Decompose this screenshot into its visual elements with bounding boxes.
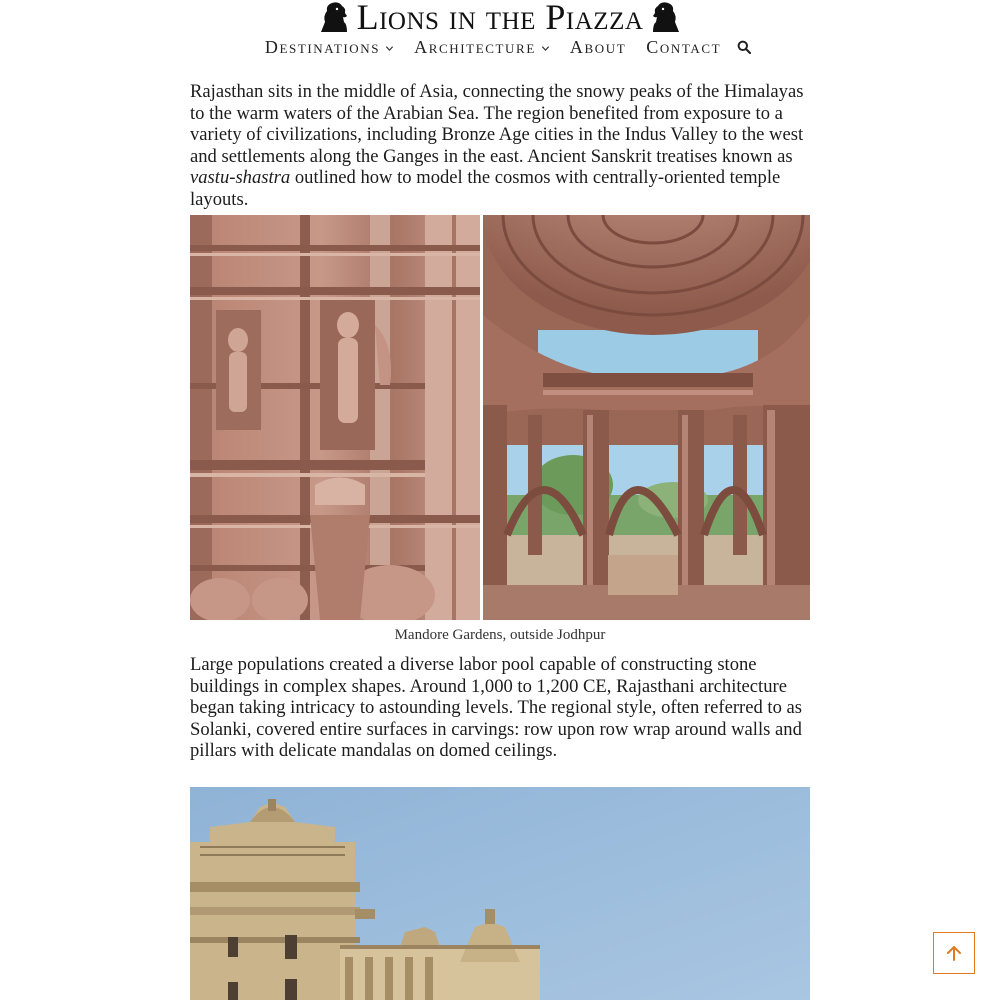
lion-left-icon <box>317 0 351 34</box>
gallery-caption: Mandore Gardens, outside Jodhpur <box>394 627 606 643</box>
nav-item-destinations[interactable] <box>265 37 394 58</box>
nav-item-architecture[interactable] <box>414 37 550 58</box>
nav-item-label: Contact <box>646 36 722 57</box>
search-icon[interactable] <box>737 40 751 54</box>
carved-wall-image <box>190 215 480 620</box>
main-nav <box>0 35 1000 59</box>
arrow-up-icon <box>945 944 963 962</box>
nav-item-about[interactable] <box>570 37 626 58</box>
pavilion-image <box>483 215 810 620</box>
carved-wall-photo[interactable] <box>190 215 480 620</box>
palace-image <box>190 787 810 1000</box>
chevron-down-icon <box>385 44 394 53</box>
palace-photo[interactable] <box>190 787 810 1000</box>
image-gallery <box>190 215 810 620</box>
nav-item-label: Destinations <box>264 36 381 57</box>
nav-item-label: Architecture <box>414 36 536 57</box>
chevron-down-icon <box>541 44 550 53</box>
back-to-top-button[interactable] <box>933 932 975 974</box>
site-logo[interactable] <box>0 0 1000 36</box>
paragraph-text: outlined how to model the cosmos with centrally-oriented temple layouts. <box>190 167 781 210</box>
article-paragraph <box>190 81 816 211</box>
article-paragraph: Large populations created a diverse labor pool capable of constructing stone buildings in complex shapes. Around 1,000 to 1,200 CE, Rajasthani architecture began taking intricacy to astounding levels. The regional style, often referred to as Solanki, covered entire surfaces in carvings: row upon row wrap around walls and pillars with delicate mandalas on domed ceilings. <box>190 654 803 762</box>
italic-term: vastu-shastra <box>190 167 291 189</box>
site-title: Lions in the Piazza <box>356 0 644 37</box>
site-header <box>0 0 1000 62</box>
nav-item-label: About <box>569 36 627 57</box>
nav-item-contact[interactable] <box>646 37 721 58</box>
pavilion-photo[interactable] <box>483 215 810 620</box>
lion-right-icon <box>649 0 683 34</box>
paragraph-text: Rajasthan sits in the middle of Asia, connecting the snowy peaks of the Himalayas to the warm waters of the Arabian Sea. The region benefited from exposure to a variety of civilizations, including Bronze Age cities in the Indus Valley to the west and settlements along the Ganges in the east. Ancient Sanskrit treatises known as <box>190 81 804 167</box>
